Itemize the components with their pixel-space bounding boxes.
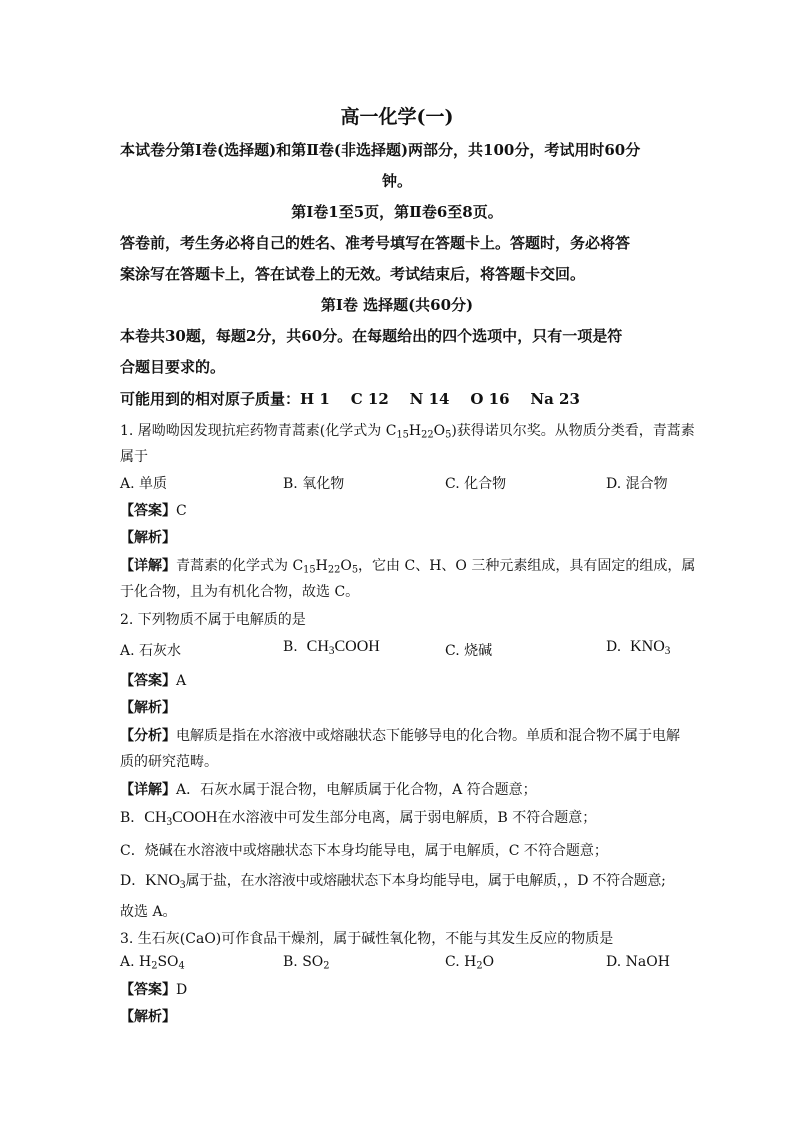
q3-option-c-sub: 2 — [476, 960, 483, 972]
section-desc-2: 合题目要求的。 — [120, 358, 226, 376]
q2-option-a: A. 石灰水 — [120, 643, 182, 659]
q2-analysis — [120, 697, 176, 717]
q1-stem-suffix: )获得诺贝尔奖。从物质分类看，青蒿素 — [451, 423, 695, 439]
q1-detail-h: H — [315, 558, 328, 574]
q2-answer-tag: 【答案】 — [120, 673, 176, 689]
q2-detail-d-prefix: D． — [120, 873, 146, 889]
intro-line-1: 本试卷分第Ⅰ卷(选择题)和第Ⅱ卷(非选择题)两部分，共100分，考试用时60分 — [120, 141, 641, 159]
q2-detail-b-formula — [144, 809, 217, 826]
q2-detail — [120, 779, 537, 799]
q1-detail-sub1: 15 — [303, 564, 316, 576]
q1-detail-suffix: ，它由 C、H、O 三种元素组成，具有固定的组成，属 — [358, 558, 696, 574]
q2-detail-b-main: CH — [144, 809, 167, 826]
q2-analysis-tag: 【解析】 — [120, 700, 176, 716]
q1-stem-sub2: 22 — [421, 429, 434, 441]
q2-option-b-formula — [307, 638, 380, 655]
q2-fenxi-line-2: 质的研究范畴。 — [120, 754, 218, 770]
q2-answer-value: A — [176, 673, 187, 689]
q1-stem-line-2: 属于 — [120, 449, 148, 465]
q2-detail-c: C．烧碱在水溶液中或熔融状态下本身均能导电，属于电解质，C 不符合题意； — [120, 843, 608, 859]
q2-fenxi-line-1: 电解质是指在水溶液中或熔融状态下能够导电的化合物。单质和混合物不属于电解 — [176, 728, 680, 744]
atomic-mass-line: 可能用到的相对原子质量：H 1 C 12 N 14 O 16 Na 23 — [120, 390, 580, 408]
q2-option-d — [606, 638, 670, 656]
q2-option-b-tail: COOH — [334, 638, 380, 655]
q2-detail-d-main: KNO — [145, 872, 180, 889]
q1-answer-value: C — [176, 503, 187, 519]
q2-option-d-label: D. — [606, 639, 622, 655]
q1-detail-sub3: 5 — [351, 564, 359, 576]
q1-detail-o: O — [340, 558, 352, 574]
q2-option-d-sub: 3 — [664, 644, 671, 657]
pages-line: 第Ⅰ卷1至5页，第Ⅱ卷6至8页。 — [291, 203, 503, 221]
q1-detail-prefix: 青蒿素的化学式为 C — [176, 558, 304, 574]
q2-option-b-main: CH — [306, 638, 329, 655]
q2-option-d-main: KNO — [630, 638, 665, 655]
q1-option-a: A. 单质 — [120, 476, 168, 492]
q1-option-c: C. 化合物 — [445, 476, 507, 492]
q3-option-a-mid: SO — [157, 954, 179, 970]
q3-option-a-sub1: 2 — [151, 960, 158, 972]
notice-line-2: 案涂写在答题卡上，答在试卷上的无效。考试结束后，将答题卡交回。 — [120, 265, 586, 283]
q2-detail-a: A．石灰水属于混合物，电解质属于化合物，A 符合题意； — [176, 782, 537, 798]
q2-option-d-formula — [630, 638, 670, 655]
q2-option-b — [283, 638, 380, 656]
q1-analysis — [120, 527, 176, 547]
q3-option-a — [120, 954, 185, 970]
q2-detail-d-formula — [145, 872, 185, 889]
q3-answer — [120, 979, 187, 999]
q3-option-a-prefix: A. H — [120, 954, 152, 970]
q1-detail-sub2: 22 — [327, 564, 341, 576]
q2-option-c: C. 烧碱 — [445, 643, 493, 659]
q1-analysis-tag: 【解析】 — [120, 530, 176, 546]
q2-fenxi-tag: 【分析】 — [120, 728, 176, 744]
q2-detail-b — [120, 807, 596, 827]
q3-answer-tag: 【答案】 — [120, 982, 176, 998]
exam-title: 高一化学(一) — [340, 106, 454, 128]
q2-detail-b-sub: 3 — [166, 815, 173, 828]
q2-detail-d — [120, 870, 666, 890]
q2-conclusion: 故选 A。 — [120, 904, 177, 920]
q1-detail — [120, 555, 695, 575]
q2-detail-b-tail: COOH — [172, 809, 218, 826]
q3-option-b-prefix: B. SO — [283, 954, 324, 970]
q2-fenxi — [120, 725, 680, 745]
q2-option-b-sub: 3 — [328, 644, 335, 657]
q1-stem-o: O — [433, 423, 446, 439]
q2-answer — [120, 670, 186, 690]
q3-option-a-sub2: 4 — [178, 960, 185, 972]
q1-detail-tag: 【详解】 — [120, 558, 176, 574]
q1-answer-tag: 【答案】 — [120, 503, 176, 519]
q2-detail-tag: 【详解】 — [120, 782, 176, 798]
q3-analysis — [120, 1006, 176, 1026]
q3-option-c-suffix: O — [482, 954, 495, 970]
q3-option-b — [283, 954, 330, 970]
q3-stem: 3. 生石灰(CaO)可作食品干燥剂，属于碱性氧化物，不能与其发生反应的物质是 — [120, 931, 614, 947]
notice-line-1: 答卷前，考生务必将自己的姓名、准考号填写在答题卡上。答题时，务必将答 — [120, 234, 631, 252]
q2-detail-d-sub: 3 — [179, 878, 186, 891]
q2-option-b-label: B. — [283, 639, 298, 655]
q1-stem-prefix: 1. 屠呦呦因发现抗疟药物青蒿素(化学式为 C — [120, 423, 397, 439]
q1-stem — [120, 420, 695, 440]
q3-option-d: D. NaOH — [606, 954, 670, 970]
intro-line-2: 钟。 — [381, 172, 412, 190]
q1-stem-sub1: 15 — [396, 429, 409, 441]
q3-answer-value: D — [176, 982, 188, 998]
q2-detail-b-suffix: 在水溶液中可发生部分电离，属于弱电解质，B 不符合题意； — [217, 810, 597, 826]
q1-stem-h: H — [408, 423, 422, 439]
q1-answer — [120, 500, 187, 520]
q1-stem-sub3: 5 — [445, 429, 452, 441]
q1-option-b: B. 氧化物 — [283, 476, 345, 492]
q1-option-d: D. 混合物 — [606, 476, 668, 492]
section-title: 第Ⅰ卷 选择题(共60分) — [320, 296, 474, 314]
q1-detail-line-2: 于化合物，且为有机化合物，故选 C。 — [120, 584, 360, 600]
section-desc-1: 本卷共30题，每题2分，共60分。在每题给出的四个选项中，只有一项是符 — [120, 327, 623, 345]
q2-detail-b-prefix: B． — [120, 810, 145, 826]
q3-option-c-prefix: C. H — [445, 954, 477, 970]
q2-stem: 2. 下列物质不属于电解质的是 — [120, 612, 306, 628]
q3-analysis-tag: 【解析】 — [120, 1009, 176, 1025]
q2-detail-d-suffix: 属于盐，在水溶液中或熔融状态下本身均能导电，属于电解质，，D 不符合题意; — [185, 873, 666, 889]
q3-option-c — [445, 954, 494, 970]
q3-option-b-sub: 2 — [323, 960, 330, 972]
